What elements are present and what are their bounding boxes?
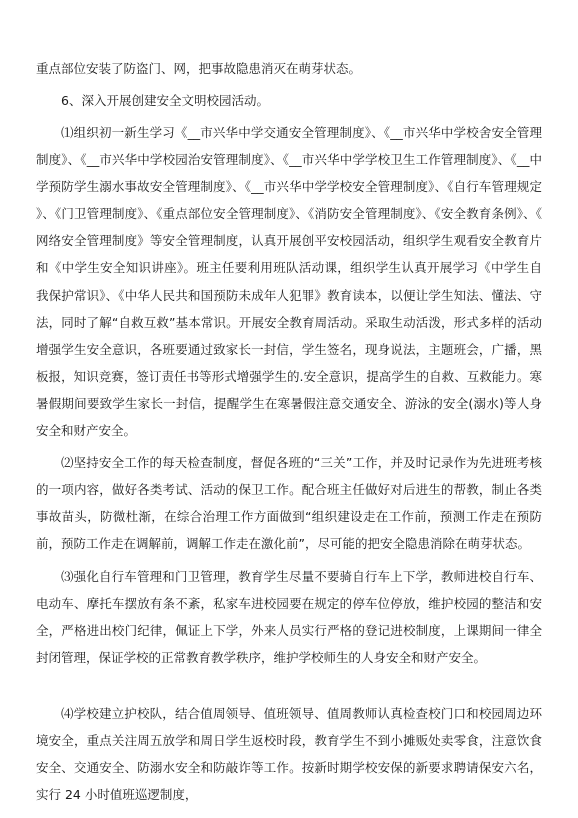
- paragraph-item-3: ⑶强化自行车管理和门卫管理，教育学生尽量不要骑自行车上下学，教师进校自行车、电动车、摩托车摆放有条不紊，私家车进校园要在规定的停车位停放，维护校园的整洁和安全，严格进出校门纪律，佩证上下学，外来人员实行严格的登记进校制度，上课期间一律全封闭管理，保证学校的正常教育教学秩序，维护学校师生的人身安全和财产安全。: [36, 569, 542, 666]
- paragraph-continuation: 重点部位安装了防盗门、网，把事故隐患消灭在萌芽状态。: [36, 61, 362, 76]
- paragraph-item-2: ⑵坚持安全工作的每天检查制度，督促各班的“三关”工作，并及时记录作为先进班考核的一项内容，做好各类考试、活动的保卫工作。配合班主任做好对后进生的帮教，制止各类事故苗头，防微杜渐，在综合治理工作方面做到“组织建设走在工作前，预测工作走在预防前，预防工作走在调解前，调解工作走在激化前”，尽可能的把安全隐患消除在萌芽状态。: [36, 455, 542, 552]
- paragraph-item-4: ⑷学校建立护校队，结合值周领导、值班领导、值周教师认真检查校门口和校园周边环境安全，重点关注周五放学和周日学生返校时段，教育学生不到小摊贩处卖零食，注意饮食安全、交通安全、防溺水安全和防敲诈等工作。按新时期学校安保的新要求聘请保安六名，实行 24 小时值班巡逻制度，: [36, 706, 542, 803]
- paragraph-item-1: ⑴组织初一新生学习《__市兴华中学交通安全管理制度》、《__市兴华中学校舍安全管理制度》、《__市兴华中学校园治安管理制度》、《__市兴华中学学校卫生工作管理制度》、《__中学预防学生溺水事故安全管理制度》、《__市兴华中学学校安全管理制度》、《自行车管理规定》、《门卫管理制度》、《重点部位安全管理制度》、《消防安全管理制度》、《安全教育条例》、《网络安全管理制度》等安全管理制度，认真开展创平安校园活动，组织学生观看安全教育片和《中学生安全知识讲座》。班主任要利用班队活动课，组织学生认真开展学习《中学生自我保护常识》、《中华人民共和国预防未成年人犯罪》教育读本，以便让学生知法、懂法、守法，同时了解“自救互救”基本常识。开展安全教育周活动。采取生动活泼，形式多样的活动增强学生安全意识，各班要通过致家长一封信，学生签名，现身说法，主题班会，广播，黑板报，知识竞赛，签订责任书等形式增强学生的.安全意识，提高学生的自救、互救能力。寒暑假期间要致学生家长一封信，提醒学生在寒暑假注意交通安全、游泳的安全(溺水)等人身安全和财产安全。: [36, 125, 542, 439]
- section-heading: 6、深入开展创建安全文明校园活动。: [61, 93, 269, 108]
